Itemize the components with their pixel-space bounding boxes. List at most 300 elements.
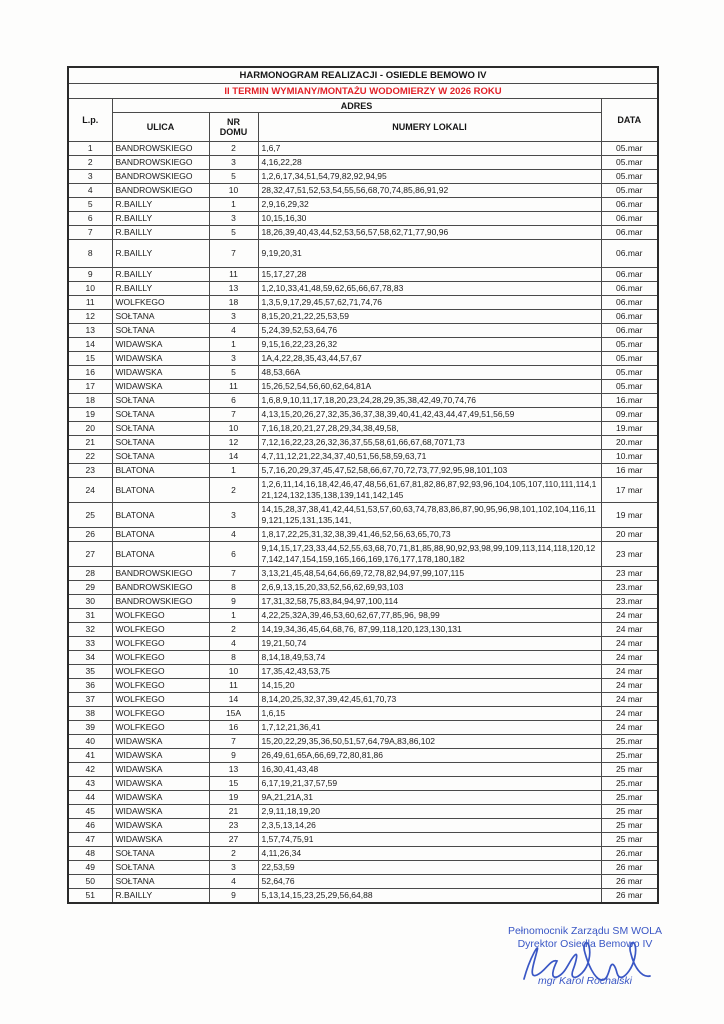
cell-ulica: BANDROWSKIEGO — [112, 142, 209, 156]
subtitle-row — [68, 84, 658, 99]
cell-ulica: WIDAWSKA — [112, 819, 209, 833]
table-row — [68, 805, 658, 819]
cell-ulica: SOŁTANA — [112, 324, 209, 338]
cell-data: 20.mar — [601, 436, 658, 450]
cell-ulica: SOŁTANA — [112, 847, 209, 861]
cell-lp: 41 — [68, 749, 112, 763]
cell-data: 06.mar — [601, 324, 658, 338]
cell-numery-lokali: 1,7,12,21,36,41 — [258, 721, 601, 735]
table-row — [68, 464, 658, 478]
cell-nr-domu: 1 — [209, 464, 258, 478]
cell-lp: 48 — [68, 847, 112, 861]
cell-ulica: WOLFKEGO — [112, 679, 209, 693]
cell-numery-lokali: 1,2,6,17,34,51,54,79,82,92,94,95 — [258, 170, 601, 184]
table-row — [68, 721, 658, 735]
cell-lp: 42 — [68, 763, 112, 777]
cell-ulica: BANDROWSKIEGO — [112, 567, 209, 581]
table-row — [68, 651, 658, 665]
cell-lp: 33 — [68, 637, 112, 651]
cell-nr-domu: 8 — [209, 581, 258, 595]
cell-numery-lokali: 52,64,76 — [258, 875, 601, 889]
header-row-columns — [68, 113, 658, 142]
cell-numery-lokali: 9,15,16,22,23,26,32 — [258, 338, 601, 352]
cell-lp: 10 — [68, 282, 112, 296]
cell-lp: 4 — [68, 184, 112, 198]
cell-ulica: SOŁTANA — [112, 436, 209, 450]
table-row — [68, 282, 658, 296]
cell-ulica: WOLFKEGO — [112, 651, 209, 665]
cell-ulica: BANDROWSKIEGO — [112, 156, 209, 170]
cell-nr-domu: 15 — [209, 777, 258, 791]
header-row-adres — [68, 99, 658, 113]
cell-ulica: SOŁTANA — [112, 310, 209, 324]
header-data: DATA — [601, 99, 658, 142]
cell-nr-domu: 21 — [209, 805, 258, 819]
cell-numery-lokali: 8,14,18,49,53,74 — [258, 651, 601, 665]
cell-numery-lokali: 4,13,15,20,26,27,32,35,36,37,38,39,40,41,42,43,44,47,49,51,56,59 — [258, 408, 601, 422]
cell-data: 19.mar — [601, 422, 658, 436]
cell-ulica: BLATONA — [112, 464, 209, 478]
cell-numery-lokali: 15,17,27,28 — [258, 268, 601, 282]
cell-data: 23 mar — [601, 567, 658, 581]
cell-data: 25 mar — [601, 833, 658, 847]
cell-numery-lokali: 2,9,16,29,32 — [258, 198, 601, 212]
cell-data: 23.mar — [601, 581, 658, 595]
cell-data: 09.mar — [601, 408, 658, 422]
cell-ulica: SOŁTANA — [112, 394, 209, 408]
table-row — [68, 408, 658, 422]
cell-lp: 25 — [68, 503, 112, 528]
cell-nr-domu: 1 — [209, 338, 258, 352]
cell-ulica: BLATONA — [112, 478, 209, 503]
cell-ulica: R.BAILLY — [112, 282, 209, 296]
cell-numery-lokali: 2,9,11,18,19,20 — [258, 805, 601, 819]
cell-data: 10.mar — [601, 450, 658, 464]
cell-data: 06.mar — [601, 296, 658, 310]
cell-nr-domu: 19 — [209, 791, 258, 805]
cell-numery-lokali: 4,7,11,12,21,22,34,37,40,51,56,58,59,63,71 — [258, 450, 601, 464]
cell-data: 24 mar — [601, 609, 658, 623]
table-row — [68, 542, 658, 567]
table-row — [68, 763, 658, 777]
cell-nr-domu: 11 — [209, 380, 258, 394]
table-row — [68, 707, 658, 721]
cell-data: 20 mar — [601, 528, 658, 542]
table-row — [68, 226, 658, 240]
cell-lp: 31 — [68, 609, 112, 623]
cell-nr-domu: 2 — [209, 478, 258, 503]
cell-lp: 6 — [68, 212, 112, 226]
cell-lp: 16 — [68, 366, 112, 380]
cell-data: 24 mar — [601, 721, 658, 735]
signature-role-line1: Pełnomocnik Zarządu SM WOLA — [507, 925, 663, 937]
cell-lp: 47 — [68, 833, 112, 847]
cell-nr-domu: 23 — [209, 819, 258, 833]
table-row — [68, 503, 658, 528]
table-row — [68, 693, 658, 707]
table-row — [68, 478, 658, 503]
cell-nr-domu: 4 — [209, 528, 258, 542]
table-row — [68, 268, 658, 282]
cell-numery-lokali: 16,30,41,43,48 — [258, 763, 601, 777]
cell-nr-domu: 13 — [209, 763, 258, 777]
cell-nr-domu: 12 — [209, 436, 258, 450]
cell-data: 24 mar — [601, 693, 658, 707]
cell-lp: 2 — [68, 156, 112, 170]
cell-numery-lokali: 1,8,17,22,25,31,32,38,39,41,46,52,56,63,65,70,73 — [258, 528, 601, 542]
cell-numery-lokali: 9A,21,21A,31 — [258, 791, 601, 805]
cell-data: 05.mar — [601, 184, 658, 198]
cell-ulica: WIDAWSKA — [112, 791, 209, 805]
cell-numery-lokali: 4,16,22,28 — [258, 156, 601, 170]
cell-data: 23 mar — [601, 542, 658, 567]
table-row — [68, 595, 658, 609]
cell-lp: 43 — [68, 777, 112, 791]
cell-nr-domu: 4 — [209, 875, 258, 889]
table-row — [68, 847, 658, 861]
cell-data: 05.mar — [601, 156, 658, 170]
cell-ulica: BLATONA — [112, 503, 209, 528]
cell-nr-domu: 1 — [209, 609, 258, 623]
cell-lp: 15 — [68, 352, 112, 366]
cell-nr-domu: 5 — [209, 226, 258, 240]
cell-nr-domu: 10 — [209, 665, 258, 679]
cell-numery-lokali: 48,53,66A — [258, 366, 601, 380]
cell-nr-domu: 3 — [209, 156, 258, 170]
cell-data: 24 mar — [601, 679, 658, 693]
table-row — [68, 212, 658, 226]
table-row — [68, 581, 658, 595]
cell-numery-lokali: 15,20,22,29,35,36,50,51,57,64,79A,83,86,102 — [258, 735, 601, 749]
cell-ulica: WIDAWSKA — [112, 735, 209, 749]
table-row — [68, 833, 658, 847]
cell-numery-lokali: 26,49,61,65A,66,69,72,80,81,86 — [258, 749, 601, 763]
cell-numery-lokali: 14,19,34,36,45,64,68,76, 87,99,118,120,123,130,131 — [258, 623, 601, 637]
cell-data: 06.mar — [601, 226, 658, 240]
table-row — [68, 310, 658, 324]
cell-data: 26.mar — [601, 847, 658, 861]
cell-nr-domu: 2 — [209, 847, 258, 861]
cell-ulica: R.BAILLY — [112, 889, 209, 904]
cell-nr-domu: 5 — [209, 366, 258, 380]
cell-lp: 7 — [68, 226, 112, 240]
cell-lp: 40 — [68, 735, 112, 749]
signature-name: mgr Karol Rochalski — [538, 975, 632, 988]
cell-ulica: WIDAWSKA — [112, 805, 209, 819]
cell-data: 06.mar — [601, 198, 658, 212]
cell-ulica: WIDAWSKA — [112, 380, 209, 394]
cell-nr-domu: 16 — [209, 721, 258, 735]
table-row — [68, 240, 658, 268]
cell-nr-domu: 7 — [209, 567, 258, 581]
cell-data: 24 mar — [601, 637, 658, 651]
cell-numery-lokali: 7,16,18,20,21,27,28,29,34,38,49,58, — [258, 422, 601, 436]
signature-role-line2: Dyrektor Osiedla Bemowo IV — [517, 938, 653, 951]
cell-numery-lokali: 3,13,21,45,48,54,64,66,69,72,78,82,94,97,99,107,115 — [258, 567, 601, 581]
table-row — [68, 422, 658, 436]
cell-nr-domu: 6 — [209, 542, 258, 567]
table-row — [68, 623, 658, 637]
table-row — [68, 450, 658, 464]
cell-ulica: BLATONA — [112, 528, 209, 542]
cell-nr-domu: 15A — [209, 707, 258, 721]
cell-nr-domu: 4 — [209, 637, 258, 651]
table-row — [68, 366, 658, 380]
cell-ulica: R.BAILLY — [112, 198, 209, 212]
cell-ulica: BANDROWSKIEGO — [112, 184, 209, 198]
table-row — [68, 567, 658, 581]
cell-ulica: BANDROWSKIEGO — [112, 170, 209, 184]
cell-nr-domu: 9 — [209, 595, 258, 609]
cell-nr-domu: 7 — [209, 240, 258, 268]
cell-ulica: R.BAILLY — [112, 226, 209, 240]
cell-numery-lokali: 4,11,26,34 — [258, 847, 601, 861]
cell-lp: 5 — [68, 198, 112, 212]
table-row — [68, 861, 658, 875]
cell-data: 06.mar — [601, 212, 658, 226]
header-ulica: ULICA — [112, 113, 209, 142]
table-row — [68, 665, 658, 679]
cell-ulica: BANDROWSKIEGO — [112, 581, 209, 595]
cell-data: 17 mar — [601, 478, 658, 503]
cell-lp: 1 — [68, 142, 112, 156]
table-row — [68, 889, 658, 904]
cell-data: 26 mar — [601, 861, 658, 875]
cell-ulica: WOLFKEGO — [112, 665, 209, 679]
cell-lp: 26 — [68, 528, 112, 542]
cell-ulica: SOŁTANA — [112, 450, 209, 464]
cell-lp: 17 — [68, 380, 112, 394]
table-row — [68, 777, 658, 791]
cell-ulica: WIDAWSKA — [112, 749, 209, 763]
cell-lp: 35 — [68, 665, 112, 679]
cell-ulica: WIDAWSKA — [112, 763, 209, 777]
cell-lp: 46 — [68, 819, 112, 833]
cell-data: 25.mar — [601, 791, 658, 805]
cell-lp: 22 — [68, 450, 112, 464]
cell-numery-lokali: 28,32,47,51,52,53,54,55,56,68,70,74,85,86,91,92 — [258, 184, 601, 198]
cell-lp: 34 — [68, 651, 112, 665]
cell-lp: 28 — [68, 567, 112, 581]
cell-nr-domu: 11 — [209, 268, 258, 282]
cell-numery-lokali: 14,15,20 — [258, 679, 601, 693]
cell-numery-lokali: 2,3,5,13,14,26 — [258, 819, 601, 833]
cell-data: 06.mar — [601, 282, 658, 296]
cell-numery-lokali: 9,19,20,31 — [258, 240, 601, 268]
cell-data: 19 mar — [601, 503, 658, 528]
cell-numery-lokali: 1,2,10,33,41,48,59,62,65,66,67,78,83 — [258, 282, 601, 296]
cell-ulica: WOLFKEGO — [112, 707, 209, 721]
cell-numery-lokali: 5,13,14,15,23,25,29,56,64,88 — [258, 889, 601, 904]
cell-nr-domu: 3 — [209, 352, 258, 366]
cell-nr-domu: 3 — [209, 212, 258, 226]
cell-lp: 37 — [68, 693, 112, 707]
cell-lp: 21 — [68, 436, 112, 450]
header-nr-domu: NR DOMU — [209, 113, 258, 142]
cell-nr-domu: 10 — [209, 422, 258, 436]
cell-numery-lokali: 14,15,28,37,38,41,42,44,51,53,57,60,63,74,78,83,86,87,90,95,96,98,101,102,104,116,119,121,125,131,135,141, — [258, 503, 601, 528]
cell-nr-domu: 14 — [209, 450, 258, 464]
cell-data: 05.mar — [601, 170, 658, 184]
cell-lp: 20 — [68, 422, 112, 436]
cell-lp: 3 — [68, 170, 112, 184]
cell-nr-domu: 1 — [209, 198, 258, 212]
document-title: HARMONOGRAM REALIZACJI - OSIEDLE BEMOWO IV — [68, 67, 658, 84]
cell-ulica: WOLFKEGO — [112, 623, 209, 637]
cell-ulica: WIDAWSKA — [112, 352, 209, 366]
cell-lp: 44 — [68, 791, 112, 805]
cell-numery-lokali: 7,12,16,22,23,26,32,36,37,55,58,61,66,67,68,7071,73 — [258, 436, 601, 450]
cell-numery-lokali: 1,6,15 — [258, 707, 601, 721]
cell-data: 05.mar — [601, 366, 658, 380]
cell-lp: 51 — [68, 889, 112, 904]
cell-lp: 12 — [68, 310, 112, 324]
cell-nr-domu: 18 — [209, 296, 258, 310]
cell-nr-domu: 3 — [209, 310, 258, 324]
cell-data: 16 mar — [601, 464, 658, 478]
cell-nr-domu: 7 — [209, 408, 258, 422]
cell-ulica: R.BAILLY — [112, 212, 209, 226]
table-row — [68, 875, 658, 889]
cell-nr-domu: 9 — [209, 889, 258, 904]
schedule-table — [67, 66, 659, 904]
cell-data: 05.mar — [601, 352, 658, 366]
cell-nr-domu: 3 — [209, 503, 258, 528]
cell-numery-lokali: 4,22,25,32A,39,46,53,60,62,67,77,85,96, 98,99 — [258, 609, 601, 623]
cell-lp: 14 — [68, 338, 112, 352]
cell-ulica: BLATONA — [112, 542, 209, 567]
cell-ulica: SOŁTANA — [112, 408, 209, 422]
cell-nr-domu: 27 — [209, 833, 258, 847]
cell-data: 25.mar — [601, 777, 658, 791]
cell-lp: 38 — [68, 707, 112, 721]
cell-ulica: SOŁTANA — [112, 422, 209, 436]
table-row — [68, 142, 658, 156]
cell-numery-lokali: 1,3,5,9,17,29,45,57,62,71,74,76 — [258, 296, 601, 310]
cell-numery-lokali: 18,26,39,40,43,44,52,53,56,57,58,62,71,77,90,96 — [258, 226, 601, 240]
cell-nr-domu: 7 — [209, 735, 258, 749]
title-row — [68, 67, 658, 84]
cell-lp: 36 — [68, 679, 112, 693]
header-numery-lokali: NUMERY LOKALI — [258, 113, 601, 142]
table-row — [68, 749, 658, 763]
table-row — [68, 338, 658, 352]
cell-lp: 24 — [68, 478, 112, 503]
cell-lp: 45 — [68, 805, 112, 819]
table-row — [68, 296, 658, 310]
cell-numery-lokali: 17,31,32,58,75,83,84,94,97,100,114 — [258, 595, 601, 609]
table-row — [68, 198, 658, 212]
cell-data: 26 mar — [601, 875, 658, 889]
cell-nr-domu: 4 — [209, 324, 258, 338]
cell-lp: 18 — [68, 394, 112, 408]
header-lp: L.p. — [68, 99, 112, 142]
cell-nr-domu: 8 — [209, 651, 258, 665]
cell-nr-domu: 14 — [209, 693, 258, 707]
cell-numery-lokali: 9,14,15,17,23,33,44,52,55,63,68,70,71,81,85,88,90,92,93,98,99,109,113,114,118,120,127,142,147,154,159,165,166,169,176,177,178,180,182 — [258, 542, 601, 567]
cell-ulica: R.BAILLY — [112, 268, 209, 282]
cell-data: 25 mar — [601, 819, 658, 833]
cell-nr-domu: 2 — [209, 142, 258, 156]
table-row — [68, 637, 658, 651]
cell-nr-domu: 6 — [209, 394, 258, 408]
cell-data: 24 mar — [601, 651, 658, 665]
table-row — [68, 156, 658, 170]
cell-numery-lokali: 1,6,8,9,10,11,17,18,20,23,24,28,29,35,38,42,49,70,74,76 — [258, 394, 601, 408]
table-row — [68, 436, 658, 450]
cell-ulica: WIDAWSKA — [112, 366, 209, 380]
cell-data: 24 mar — [601, 623, 658, 637]
cell-ulica: SOŁTANA — [112, 861, 209, 875]
cell-data: 23.mar — [601, 595, 658, 609]
cell-nr-domu: 10 — [209, 184, 258, 198]
cell-lp: 50 — [68, 875, 112, 889]
table-row — [68, 819, 658, 833]
document-subtitle: II TERMIN WYMIANY/MONTAŻU WODOMIERZY W 2026 ROKU — [68, 84, 658, 99]
cell-numery-lokali: 6,17,19,21,37,57,59 — [258, 777, 601, 791]
cell-lp: 30 — [68, 595, 112, 609]
table-row — [68, 679, 658, 693]
cell-nr-domu: 5 — [209, 170, 258, 184]
cell-nr-domu: 13 — [209, 282, 258, 296]
cell-data: 05.mar — [601, 142, 658, 156]
cell-lp: 8 — [68, 240, 112, 268]
cell-numery-lokali: 1,57,74,75,91 — [258, 833, 601, 847]
cell-ulica: WIDAWSKA — [112, 777, 209, 791]
table-row — [68, 380, 658, 394]
cell-numery-lokali: 19,21,50,74 — [258, 637, 601, 651]
cell-numery-lokali: 1A,4,22,28,35,43,44,57,67 — [258, 352, 601, 366]
table-row — [68, 184, 658, 198]
table-row — [68, 352, 658, 366]
cell-data: 24 mar — [601, 665, 658, 679]
cell-lp: 9 — [68, 268, 112, 282]
cell-ulica: BANDROWSKIEGO — [112, 595, 209, 609]
cell-ulica: WOLFKEGO — [112, 296, 209, 310]
cell-numery-lokali: 5,24,39,52,53,64,76 — [258, 324, 601, 338]
cell-lp: 13 — [68, 324, 112, 338]
table-row — [68, 528, 658, 542]
table-row — [68, 791, 658, 805]
cell-numery-lokali: 1,2,6,11,14,16,18,42,46,47,48,56,61,67,81,82,86,87,92,93,96,104,105,107,110,111,114,121,124,132,135,138,139,141,142,145 — [258, 478, 601, 503]
cell-lp: 29 — [68, 581, 112, 595]
cell-numery-lokali: 17,35,42,43,53,75 — [258, 665, 601, 679]
cell-data: 05.mar — [601, 380, 658, 394]
cell-numery-lokali: 15,26,52,54,56,60,62,64,81A — [258, 380, 601, 394]
cell-nr-domu: 9 — [209, 749, 258, 763]
cell-numery-lokali: 8,14,20,25,32,37,39,42,45,61,70,73 — [258, 693, 601, 707]
cell-data: 26 mar — [601, 889, 658, 904]
cell-data: 25.mar — [601, 749, 658, 763]
table-row — [68, 609, 658, 623]
cell-data: 05.mar — [601, 338, 658, 352]
table-row — [68, 394, 658, 408]
cell-ulica: WOLFKEGO — [112, 609, 209, 623]
cell-data: 25.mar — [601, 735, 658, 749]
cell-numery-lokali: 8,15,20,21,22,25,53,59 — [258, 310, 601, 324]
cell-nr-domu: 3 — [209, 861, 258, 875]
cell-data: 06.mar — [601, 310, 658, 324]
table-row — [68, 170, 658, 184]
cell-lp: 11 — [68, 296, 112, 310]
cell-data: 25 mar — [601, 805, 658, 819]
cell-ulica: WOLFKEGO — [112, 721, 209, 735]
cell-numery-lokali: 5,7,16,20,29,37,45,47,52,58,66,67,70,72,73,77,92,95,98,101,103 — [258, 464, 601, 478]
cell-numery-lokali: 10,15,16,30 — [258, 212, 601, 226]
table-row — [68, 324, 658, 338]
cell-ulica: WIDAWSKA — [112, 338, 209, 352]
cell-ulica: WOLFKEGO — [112, 693, 209, 707]
